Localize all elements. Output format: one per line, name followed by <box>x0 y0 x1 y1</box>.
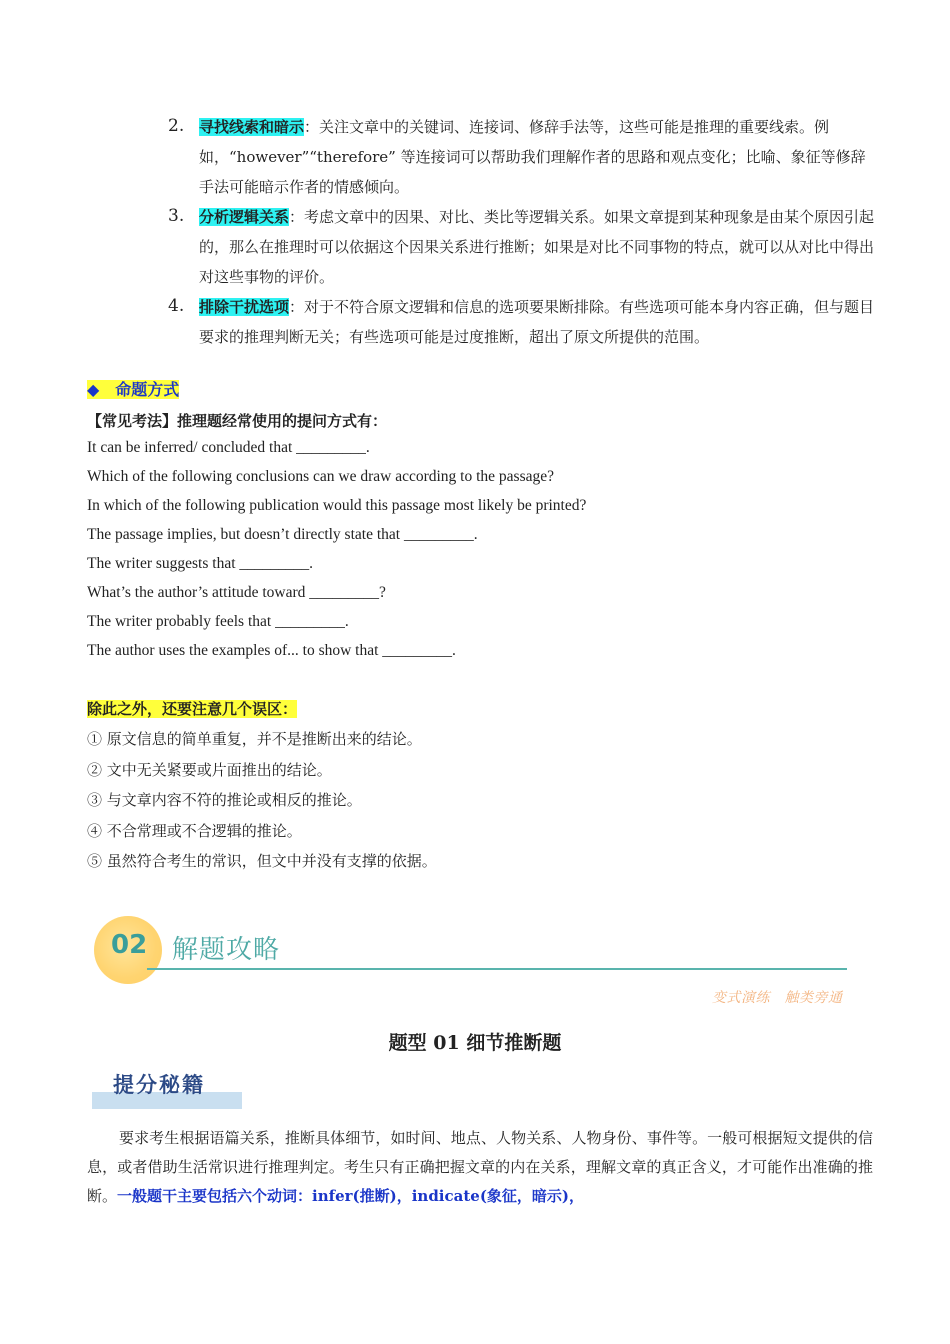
list-item-body: ：对于不符合原文逻辑和信息的选项要果断排除。有些选项可能本身内容正确，但与题目要求的推理判断无关；有些选项可能是过度推断，超出了原文所提供的范围。 <box>199 298 875 346</box>
section-title: 题型 01 细节推断题 <box>388 1032 562 1054</box>
section-subheading: 【常见考法】推理题经常使用的提问方式有： <box>87 412 388 430</box>
banner-number: 02 <box>111 930 148 960</box>
list-number: 2. <box>168 116 185 136</box>
list-text <box>199 202 879 292</box>
misconceptions-heading: 除此之外，还要注意几个误区： <box>87 700 298 718</box>
question-pattern: The passage implies, but doesn’t directly state that _________. <box>87 526 478 543</box>
list-item-title: 分析逻辑关系 <box>199 208 290 226</box>
misconception-item: ⑤ 虽然符合考生的常识，但文中并没有支撑的依据。 <box>87 852 437 870</box>
list-text <box>199 112 879 202</box>
banner-divider <box>147 968 847 970</box>
question-pattern: The author uses the examples of... to show that _________. <box>87 642 456 659</box>
question-pattern: Which of the following conclusions can we draw according to the passage? <box>87 468 554 485</box>
list-number: 3. <box>168 206 185 226</box>
intro-emphasis: 一般题干主要包括六个动词：infer(推断)，indicate(象征，暗示)， <box>117 1187 585 1205</box>
list-item-title: 排除干扰选项 <box>199 298 290 316</box>
question-pattern: The writer probably feels that _________. <box>87 613 349 630</box>
banner-subtitle: 变式演练 触类旁通 <box>712 990 843 1006</box>
list-text <box>199 292 879 352</box>
misconception-item: ④ 不合常理或不合逻辑的推论。 <box>87 822 302 840</box>
question-pattern: What’s the author’s attitude toward _________? <box>87 584 386 601</box>
list-item-body: ：关注文章中的关键词、连接词、修辞手法等，这些可能是推理的重要线索。例如，“however”“therefore” 等连接词可以帮助我们理解作者的思路和观点变化；比喻、象征等修辞手法可能暗示作者的情感倾向。 <box>199 118 866 196</box>
list-number: 4. <box>168 296 185 316</box>
list-item-body: ：考虑文章中的因果、对比、类比等逻辑关系。如果文章提到某种现象是由某个原因引起的，那么在推理时可以依据这个因果关系进行推断；如果是对比不同事物的特点，就可以从对比中得出对这些事物的评价。 <box>199 208 875 286</box>
question-pattern: The writer suggests that _________. <box>87 555 314 572</box>
misconception-item: ② 文中无关紧要或片面推出的结论。 <box>87 761 332 779</box>
list-item-title: 寻找线索和暗示 <box>199 118 305 136</box>
question-pattern: In which of the following publication would this passage most likely be printed? <box>87 497 587 514</box>
section-heading: ◆ 命题方式 <box>87 380 180 399</box>
banner-title: 解题攻略 <box>172 935 281 965</box>
intro-text: 要求考生根据语篇关系，推断具体细节，如时间、地点、人物关系、人物身份、事件等。一般可根据短文提供的信息，或者借助生活常识进行推理判定。考生只有正确把握文章的内在关系，理解文章的真正含义，才可能作出准确的推断。 <box>87 1129 873 1205</box>
misconception-item: ① 原文信息的简单重复，并不是推断出来的结论。 <box>87 730 422 748</box>
intro-paragraph <box>87 1124 873 1211</box>
misconception-item: ③ 与文章内容不符的推论或相反的推论。 <box>87 791 362 809</box>
tip-label: 提分秘籍 <box>113 1073 205 1097</box>
question-pattern: It can be inferred/ concluded that _________. <box>87 439 370 456</box>
